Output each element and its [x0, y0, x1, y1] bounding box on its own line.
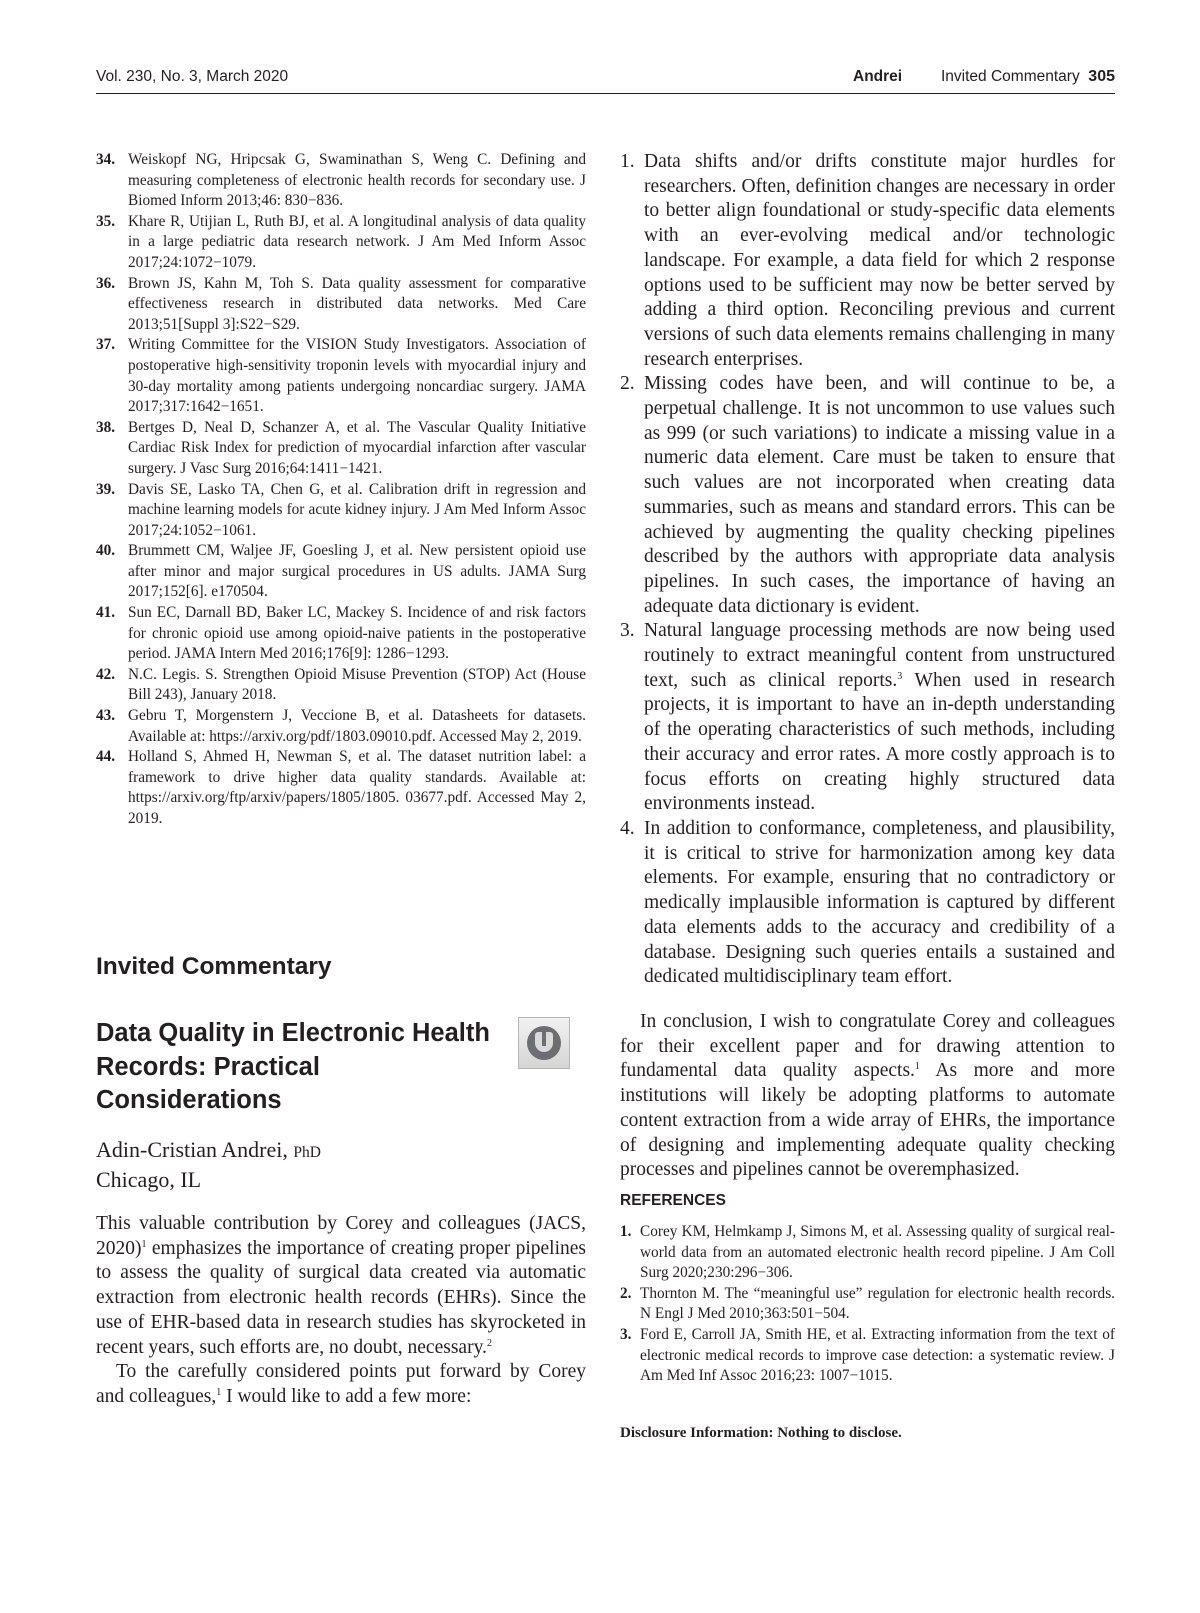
- previous-references: [96, 150, 586, 830]
- list-item: 1. Data shifts and/or drifts constitute major hurdles for researchers. Often, definition changes are necessary in order to better align foundational or study-specific data elements with an ever-evolving medical and/or technologic landscape. For example, a data field for which 2 response options used to be sufficient may now be better served by adding a third option. Reconciling previous and current versions of such data elements remains challenging in many research enterprises.: [620, 151, 1115, 370]
- list-item: 3. Natural language processing methods are now being used routinely to extract meaningful content from unstructured text, such as clinical reports.$^3$ When used in research projects, it is important to have an in-depth understanding of the operating characteristics of such methods, including their accuracy and error rates. A more costly approach is to focus efforts on creating highly structured data environments instead.: [620, 620, 1115, 815]
- crossmark-icon[interactable]: [518, 1017, 570, 1069]
- crossmark-ring: [527, 1026, 561, 1060]
- commentary-points: [620, 150, 1115, 990]
- list-item: 43. Gebru T, Morgenstern J, Veccione B, et al. Datasheets for datasets. Available at: https://arxiv.org/pdf/1803.09010.pdf. Accessed May 2, 2019.: [96, 707, 586, 745]
- conclusion-paragraph: In conclusion, I wish to congratulate Corey and colleagues for their excellent paper and for drawing attention to fundamental data quality aspects.$^1$ As more and more institutions will likely be adopting platforms to automate content extraction from a wide array of EHRs, the importance of designing and implementing adequate quality checking processes and pipelines cannot be overemphasized.: [620, 1011, 1115, 1181]
- list-item: 36. Brown JS, Kahn M, Toh S. Data quality assessment for comparative effectiveness research in distributed data networks. Med Care 2013;51[Suppl 3]:S22−S29.: [96, 274, 586, 333]
- references-list: [620, 1222, 1115, 1387]
- list-item: 1. Corey KM, Helmkamp J, Simons M, et al. Assessing quality of surgical real-world data from an automated electronic health record pipeline. J Am Coll Surg 2020;230:296−306.: [620, 1223, 1115, 1282]
- conclusion: [620, 1010, 1115, 1183]
- crossmark-bar: [542, 1032, 546, 1046]
- references-heading: REFERENCES: [620, 1192, 726, 1209]
- author-affiliation: Chicago, IL: [96, 1167, 202, 1192]
- running-head: [96, 68, 1115, 94]
- list-item: 35. Khare R, Utijian L, Ruth BJ, et al. A longitudinal analysis of data quality in a large pediatric data research network. J Am Med Inform Assoc 2017;24:1072−1079.: [96, 212, 586, 271]
- list-item: 42. N.C. Legis. S. Strengthen Opioid Misuse Prevention (STOP) Act (House Bill 243), January 2018.: [96, 665, 586, 704]
- intro-paragraph: This valuable contribution by Corey and colleagues (JACS, 2020)$^1$ emphasizes the importance of creating proper pipelines to assess the quality of surgical data created via automatic extraction from electronic health records (EHRs). Since the use of EHR-based data in research studies has skyrocketed in recent years, such efforts are, no doubt, necessary.$^2$: [96, 1213, 586, 1358]
- list-item: 40. Brummett CM, Waljee JF, Goesling J, et al. New persistent opioid use after minor and major surgical procedures in US adults. JAMA Surg 2017;152[6]. e170504.: [96, 542, 586, 601]
- list-item: 2. Missing codes have been, and will continue to be, a perpetual challenge. It is not uncommon to use values such as 999 (or such variations) to indicate a missing value in a numeric data element. Care must be taken to ensure that such values are not incorporated when creating data summaries, such as means and standard errors. This can be achieved by augmenting the quality checking pipelines described by the authors with appropriate data analysis pipelines. In such cases, the importance of having an adequate data dictionary is evident.: [620, 373, 1115, 617]
- article-title: Data Quality in Electronic Health Records: Practical Considerations: [96, 1019, 490, 1114]
- running-author: Andrei: [853, 68, 903, 85]
- page-number: 305: [1088, 68, 1115, 85]
- list-item: 34. Weiskopf NG, Hripcsak G, Swaminathan S, Weng C. Defining and measuring completeness of electronic health records for secondary use. J Biomed Inform 2013;46: 830−836.: [96, 151, 586, 210]
- list-item: 41. Sun EC, Darnall BD, Baker LC, Mackey S. Incidence of and risk factors for chronic opioid use among opioid-naive patients in the postoperative period. JAMA Intern Med 2016;176[9]: 1286−1293.: [96, 604, 586, 663]
- section-heading: Invited Commentary: [96, 953, 332, 980]
- running-section: Invited Commentary: [941, 68, 1080, 85]
- article-body-left: [96, 1212, 586, 1410]
- journal-issue: Vol. 230, No. 3, March 2020: [96, 68, 289, 85]
- disclosure: Disclosure Information: Nothing to disclose.: [620, 1425, 902, 1441]
- author-name: Adin-Cristian Andrei, PhD: [96, 1137, 321, 1162]
- list-item: 3. Ford E, Carroll JA, Smith HE, et al. Extracting information from the text of electronic medical records to improve case detection: a systematic review. J Am Med Inf Assoc 2016;23: 1007−1015.: [620, 1325, 1115, 1385]
- list-item: 37. Writing Committee for the VISION Study Investigators. Association of postoperative high-sensitivity troponin levels with myocardial injury and 30-day mortality among patients undergoing noncardiac surgery. JAMA 2017;317:1642−1651.: [96, 336, 586, 416]
- list-item: 44. Holland S, Ahmed H, Newman S, et al. The dataset nutrition label: a framework to drive higher data quality standards. Available at: https://arxiv.org/ftp/arxiv/papers/1805/1805. 03677.pdf. Accessed May 2, 2019.: [96, 748, 586, 827]
- lead-in-paragraph: To the carefully considered points put forward by Corey and colleagues,$^1$ I would like to add a few more:: [96, 1361, 586, 1407]
- list-item: 4. In addition to conformance, completeness, and plausibility, it is critical to strive for harmonization among key data elements. For example, ensuring that no contradictory or medically implausible information is captured by different data elements adds to the accuracy and credibility of a database. Designing such queries entails a sustained and dedicated multidisciplinary team effort.: [620, 817, 1115, 988]
- list-item: 39. Davis SE, Lasko TA, Chen G, et al. Calibration drift in regression and machine learning models for acute kidney injury. J Am Med Inform Assoc 2017;24:1052−1061.: [96, 480, 586, 539]
- list-item: 2. Thornton M. The “meaningful use” regulation for electronic health records. N Engl J Med 2010;363:501−504.: [620, 1284, 1115, 1323]
- list-item: 38. Bertges D, Neal D, Schanzer A, et al. The Vascular Quality Initiative Cardiac Risk Index for prediction of myocardial infarction after vascular surgery. J Vasc Surg 2016;64:1411−1421.: [96, 418, 586, 477]
- author-degree: PhD: [293, 1144, 321, 1161]
